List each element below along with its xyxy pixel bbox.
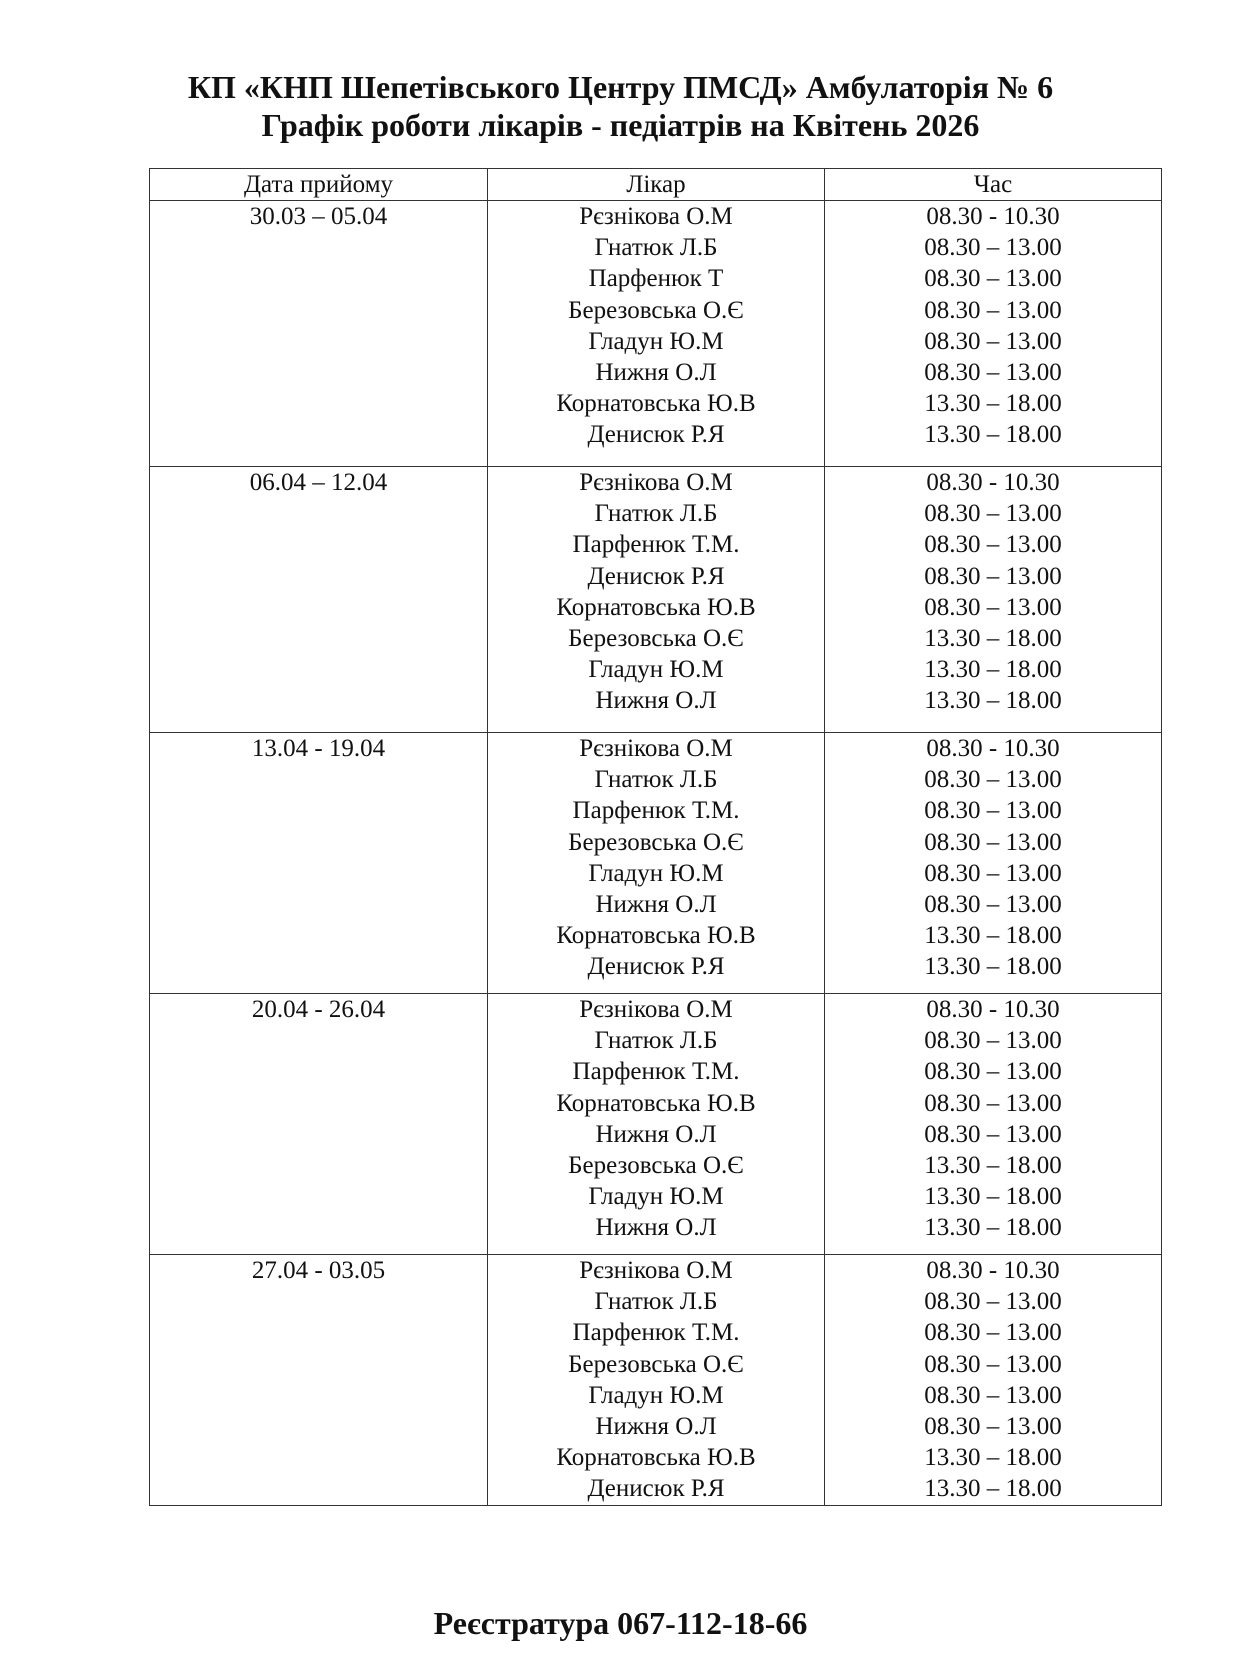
- doctor-name: Гладун Ю.М: [588, 1183, 724, 1211]
- work-hours: 08.30 – 13.00: [924, 500, 1062, 528]
- doctor-name: Денисюк Р.Я: [587, 562, 725, 590]
- work-hours: 13.30 – 18.00: [924, 421, 1062, 449]
- doctor-name: Корнатовська Ю.В: [556, 390, 756, 418]
- times-cell: [825, 201, 1162, 467]
- doctors-cell: [488, 201, 825, 467]
- doctor-name: Нижня О.Л: [595, 890, 717, 918]
- doctor-name: Березовська О.Є: [568, 1151, 744, 1179]
- doctor-name: Нижня О.Л: [595, 1412, 717, 1440]
- table-row: [150, 994, 1162, 1255]
- header-doctor: Лікар: [488, 169, 825, 201]
- doctor-name: Денисюк Р.Я: [587, 953, 725, 981]
- week-date: 27.04 - 03.05: [251, 1257, 386, 1284]
- doctor-name: Гнатюк Л.Б: [594, 1288, 718, 1316]
- doctor-name: Нижня О.Л: [595, 1120, 717, 1148]
- work-hours: 13.30 – 18.00: [924, 687, 1062, 715]
- doctor-name: Рєзнікова О.М: [579, 996, 733, 1023]
- work-hours: 08.30 – 13.00: [924, 1412, 1062, 1440]
- header-date: Дата прийому: [150, 169, 488, 201]
- doctors-cell: [488, 467, 825, 733]
- work-hours: 08.30 – 13.00: [924, 531, 1062, 559]
- times-cell: [825, 994, 1162, 1255]
- doctor-name: Рєзнікова О.М: [579, 469, 733, 496]
- doctor-name: Гнатюк Л.Б: [594, 234, 718, 262]
- work-hours: 08.30 – 13.00: [924, 327, 1062, 355]
- doctor-name: Парфенюк Т.М.: [572, 531, 740, 559]
- work-hours: 08.30 - 10.30: [926, 469, 1060, 496]
- work-hours: 08.30 – 13.00: [924, 265, 1062, 293]
- registry-phone: Реєстратура 067-112-18-66: [433, 1605, 808, 1641]
- work-hours: 08.30 – 13.00: [924, 828, 1062, 856]
- work-hours: 08.30 – 13.00: [924, 593, 1062, 621]
- doctor-name: Корнатовська Ю.В: [556, 1089, 756, 1117]
- doctor-name: Парфенюк Т: [588, 265, 724, 293]
- work-hours: 08.30 – 13.00: [924, 1058, 1062, 1086]
- doctor-name: Гладун Ю.М: [588, 327, 724, 355]
- doctor-name: Парфенюк Т.М.: [572, 1319, 740, 1347]
- work-hours: 13.30 – 18.00: [924, 656, 1062, 684]
- doctor-name: Гнатюк Л.Б: [594, 500, 718, 528]
- week-date: 30.03 – 05.04: [249, 203, 388, 230]
- table-row: [150, 1255, 1162, 1506]
- work-hours: 08.30 – 13.00: [924, 358, 1062, 386]
- week-date-cell: [150, 201, 488, 467]
- work-hours: 08.30 – 13.00: [924, 797, 1062, 825]
- work-hours: 13.30 – 18.00: [924, 1183, 1062, 1211]
- work-hours: 13.30 – 18.00: [924, 1475, 1062, 1503]
- work-hours: 13.30 – 18.00: [924, 624, 1062, 652]
- week-date-cell: [150, 1255, 488, 1506]
- work-hours: 08.30 – 13.00: [924, 562, 1062, 590]
- doctor-name: Парфенюк Т.М.: [572, 797, 740, 825]
- times-cell: [825, 1255, 1162, 1506]
- table-row: [150, 733, 1162, 994]
- doctor-name: Гладун Ю.М: [588, 859, 724, 887]
- work-hours: 08.30 – 13.00: [924, 1319, 1062, 1347]
- doctor-name: Парфенюк Т.М.: [572, 1058, 740, 1086]
- times-cell: [825, 733, 1162, 994]
- doctor-name: Нижня О.Л: [595, 1214, 717, 1242]
- doctor-name: Березовська О.Є: [568, 1350, 744, 1378]
- table-header-row: [150, 169, 1162, 201]
- doctor-name: Рєзнікова О.М: [579, 735, 733, 762]
- work-hours: 08.30 – 13.00: [924, 1027, 1062, 1055]
- work-hours: 08.30 – 13.00: [924, 1350, 1062, 1378]
- doctor-name: Березовська О.Є: [568, 624, 744, 652]
- week-date-cell: [150, 733, 488, 994]
- table-row: [150, 467, 1162, 733]
- doctor-name: Корнатовська Ю.В: [556, 1444, 756, 1472]
- work-hours: 08.30 – 13.00: [924, 234, 1062, 262]
- work-hours: 13.30 – 18.00: [924, 922, 1062, 950]
- doctor-name: Гнатюк Л.Б: [594, 1027, 718, 1055]
- doctor-name: Гладун Ю.М: [588, 1381, 724, 1409]
- work-hours: 08.30 – 13.00: [924, 1288, 1062, 1316]
- work-hours: 13.30 – 18.00: [924, 1444, 1062, 1472]
- work-hours: 13.30 – 18.00: [924, 390, 1062, 418]
- week-date: 06.04 – 12.04: [249, 469, 388, 496]
- work-hours: 08.30 - 10.30: [926, 735, 1060, 762]
- doctors-cell: [488, 994, 825, 1255]
- work-hours: 08.30 – 13.00: [924, 1120, 1062, 1148]
- work-hours: 08.30 – 13.00: [924, 890, 1062, 918]
- work-hours: 08.30 – 13.00: [924, 766, 1062, 794]
- work-hours: 08.30 - 10.30: [926, 203, 1060, 230]
- doctors-cell: [488, 1255, 825, 1506]
- doctor-name: Гнатюк Л.Б: [594, 766, 718, 794]
- table-row: [150, 201, 1162, 467]
- doctor-name: Корнатовська Ю.В: [556, 593, 756, 621]
- doctor-name: Нижня О.Л: [595, 358, 717, 386]
- week-date-cell: [150, 994, 488, 1255]
- week-date: 20.04 - 26.04: [251, 996, 386, 1023]
- doctor-name: Березовська О.Є: [568, 828, 744, 856]
- work-hours: 08.30 – 13.00: [924, 859, 1062, 887]
- work-hours: 13.30 – 18.00: [924, 1151, 1062, 1179]
- work-hours: 08.30 - 10.30: [926, 996, 1060, 1023]
- work-hours: 13.30 – 18.00: [924, 1214, 1062, 1242]
- schedule-table: [149, 168, 1162, 1506]
- doctors-cell: [488, 733, 825, 994]
- doctor-name: Нижня О.Л: [595, 687, 717, 715]
- week-date-cell: [150, 467, 488, 733]
- doctor-name: Денисюк Р.Я: [587, 1475, 725, 1503]
- doctor-name: Денисюк Р.Я: [587, 421, 725, 449]
- work-hours: 13.30 – 18.00: [924, 953, 1062, 981]
- page-title: КП «КНП Шепетівського Центру ПМСД» Амбулаторія № 6: [187, 69, 1054, 105]
- work-hours: 08.30 – 13.00: [924, 1381, 1062, 1409]
- work-hours: 08.30 – 13.00: [924, 296, 1062, 324]
- doctor-name: Корнатовська Ю.В: [556, 922, 756, 950]
- times-cell: [825, 467, 1162, 733]
- doctor-name: Гладун Ю.М: [588, 656, 724, 684]
- doctor-name: Рєзнікова О.М: [579, 203, 733, 230]
- week-date: 13.04 - 19.04: [251, 735, 386, 762]
- doctor-name: Березовська О.Є: [568, 296, 744, 324]
- work-hours: 08.30 - 10.30: [926, 1257, 1060, 1284]
- page-subtitle: Графік роботи лікарів - педіатрів на Квітень 2026: [261, 107, 980, 143]
- header-time: Час: [825, 169, 1162, 201]
- work-hours: 08.30 – 13.00: [924, 1089, 1062, 1117]
- doctor-name: Рєзнікова О.М: [579, 1257, 733, 1284]
